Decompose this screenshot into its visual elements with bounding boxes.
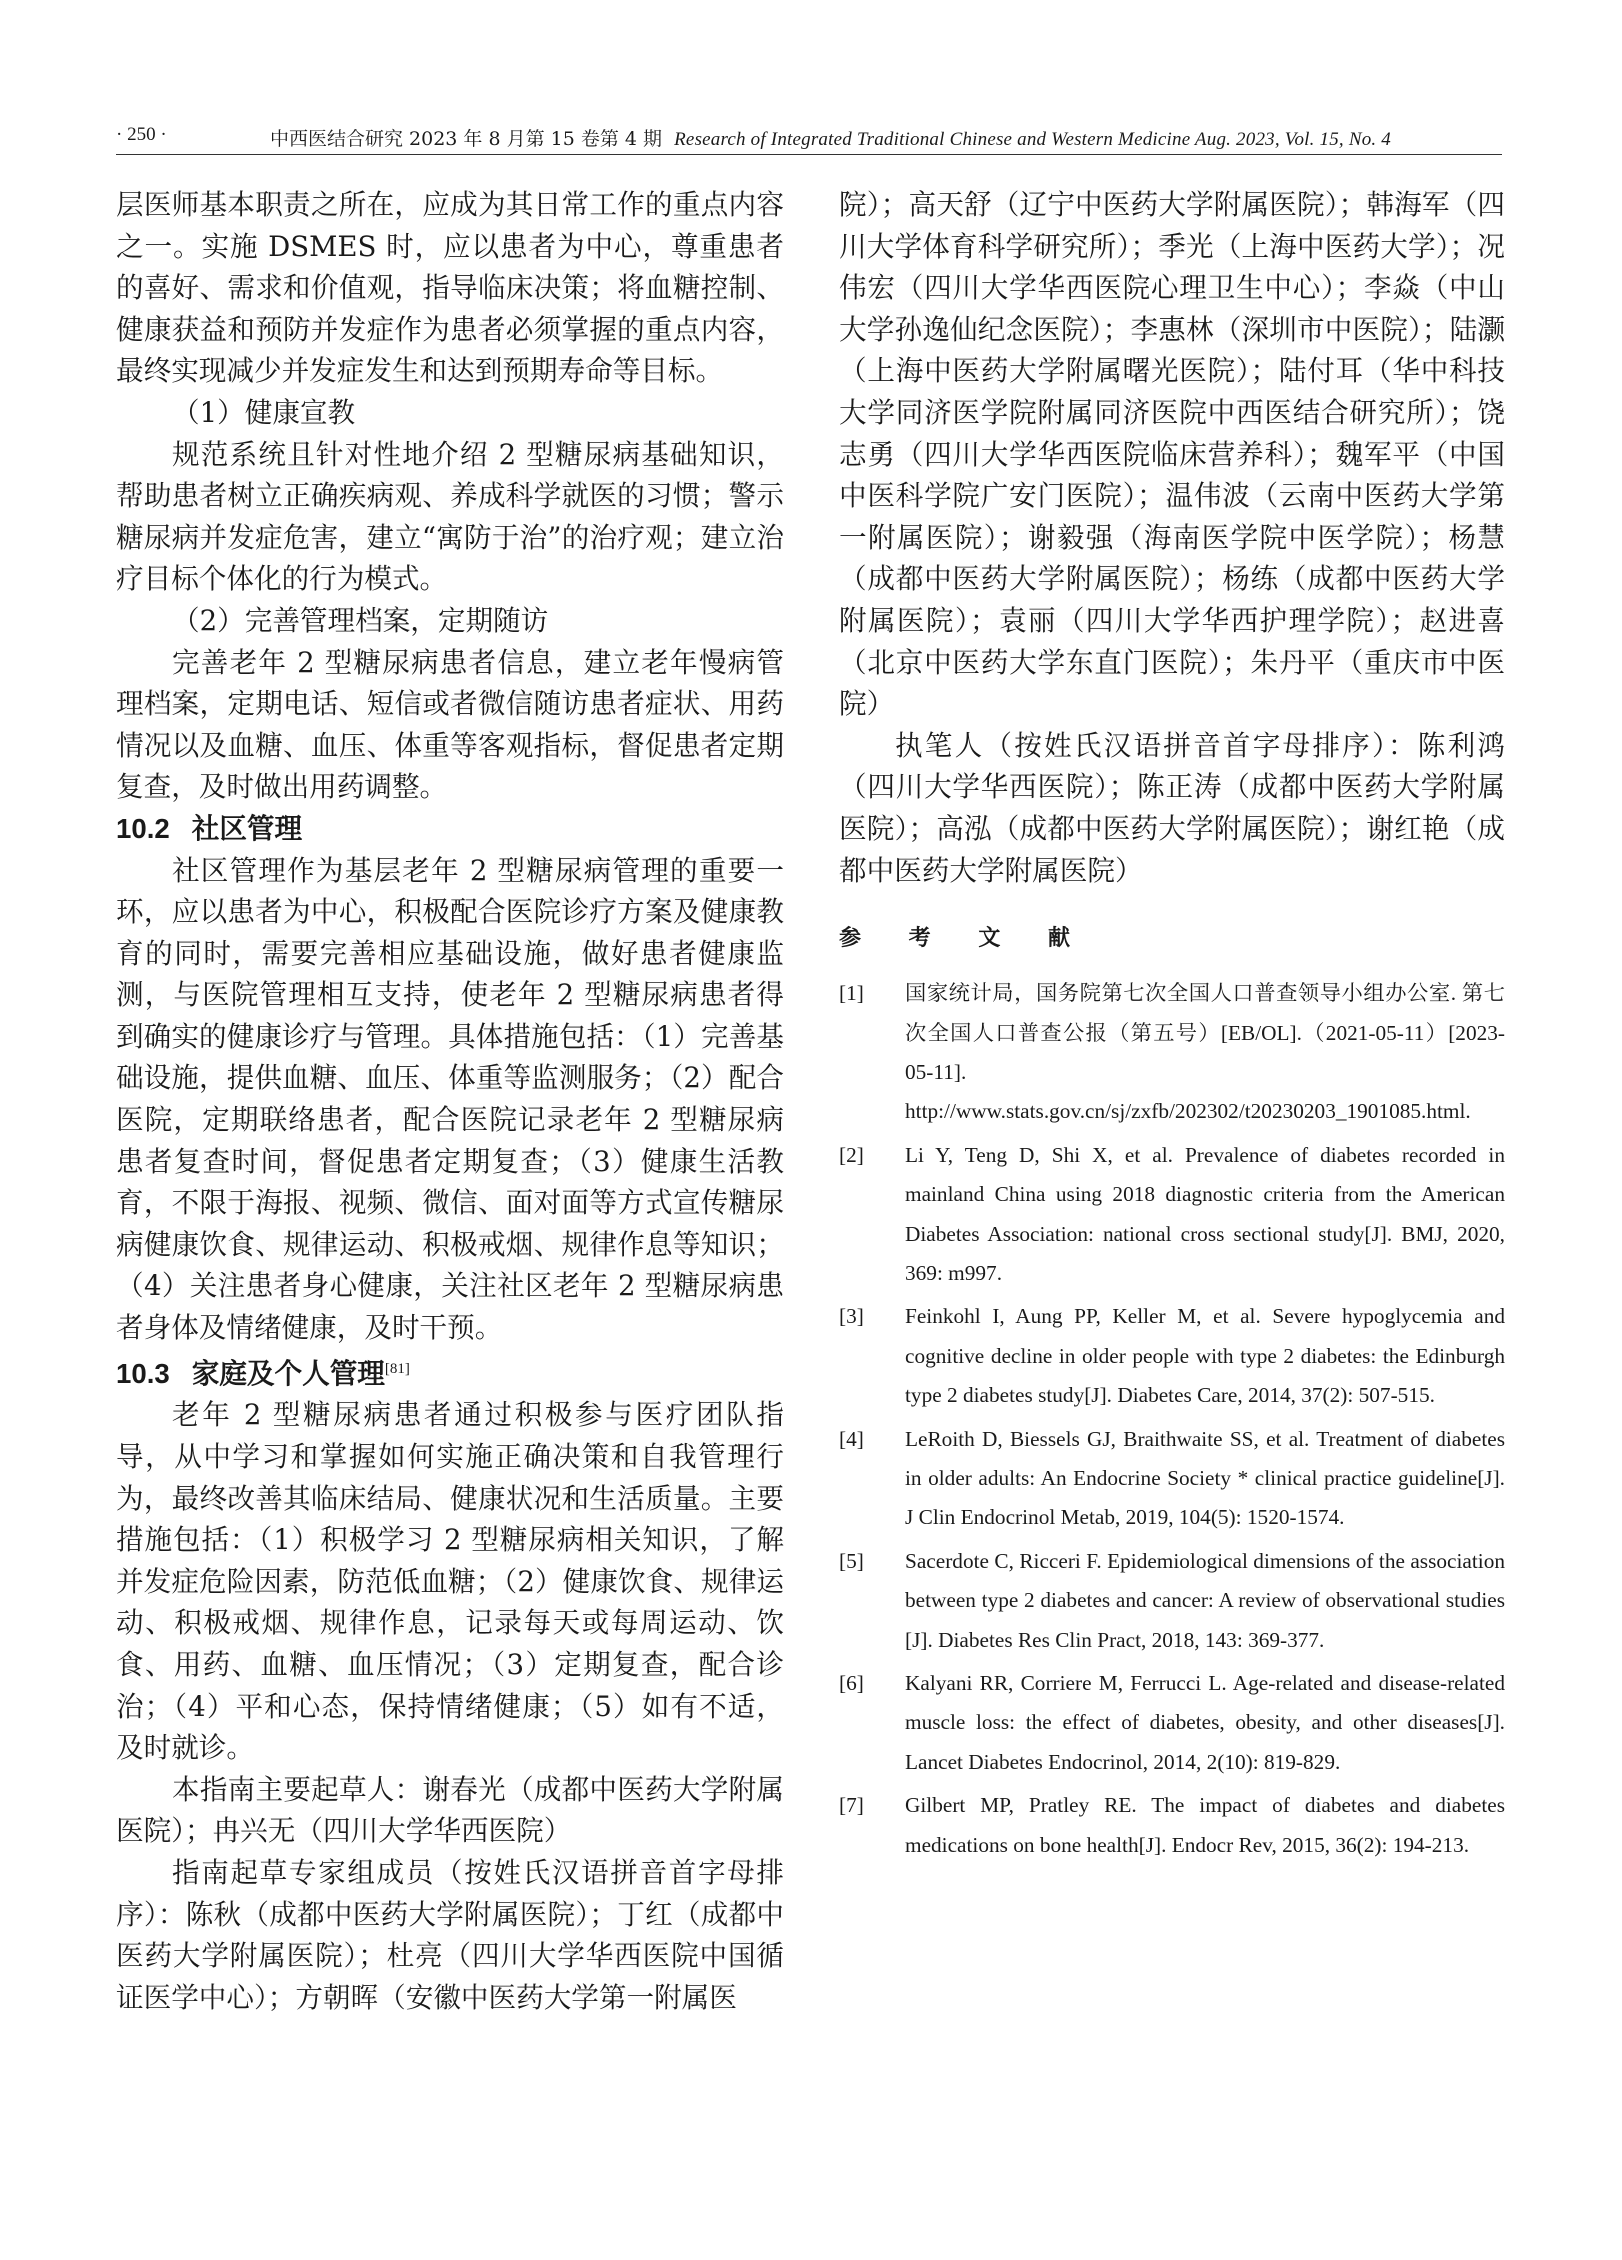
reference-item: [5] Sacerdote C, Ricceri F. Epidemiological dimensions of the association between type 2 diabetes and cancer: A review of observational studies [J]. Diabetes Res Clin Pract, 2018, 143: 369-377. <box>839 1548 1505 1652</box>
journal-title-en: Research of Integrated Traditional Chinese and Western Medicine Aug. 2023, Vol. 15, No. 4 <box>674 129 1391 150</box>
reference-list <box>839 974 1505 1865</box>
journal-title-cn: 中西医结合研究 2023 年 8 月第 15 卷第 4 期 <box>270 128 663 150</box>
reference-item: [7] Gilbert MP, Pratley RE. The impact of diabetes and diabetes medications on bone health[J]. Endocr Rev, 2015, 36(2): 194-213. <box>839 1793 1505 1857</box>
header-rule <box>116 154 1502 155</box>
writers-paragraph: 执笔人（按姓氏汉语拼音首字母排序）：陈利鸿（四川大学华西医院）；陈正涛（成都中医药大学附属医院）；高泓（成都中医药大学附属医院）；谢红艳（成都中医药大学附属医院） <box>839 728 1505 887</box>
paragraph: 老年 2 型糖尿病患者通过积极参与医疗团队指导，从中学习和掌握如何实施正确决策和自我管理行为，最终改善其临床结局、健康状况和生活质量。主要措施包括：（1）积极学习 2 型糖尿病相关知识，了解并发症危险因素，防范低血糖；（2）健康饮食、规律运动、积极戒烟、规律作息，记录每天或每周运动、饮食、用药、血糖、血压情况；（3）定期复查，配合诊治；（4）平和心态，保持情绪健康；（5）如有不适，及时就诊。 <box>116 1398 784 1765</box>
paragraph: 完善老年 2 型糖尿病患者信息，建立老年慢病管理档案，定期电话、短信或者微信随访患者症状、用药情况以及血糖、血压、体重等客观指标，督促患者定期复查，及时做出用药调整。 <box>116 645 784 804</box>
left-column <box>116 184 784 2018</box>
drafters-paragraph: 本指南主要起草人：谢春光（成都中医药大学附属医院）；冉兴无（四川大学华西医院） <box>116 1772 784 1848</box>
citation-superscript: [81] <box>384 1360 410 1377</box>
paragraph: 规范系统且针对性地介绍 2 型糖尿病基础知识，帮助患者树立正确疾病观、养成科学就医的习惯；警示糖尿病并发症危害，建立“寓防于治”的治疗观；建立治疗目标个体化的行为模式。 <box>116 437 784 596</box>
reference-item: [1] 国家统计局，国务院第七次全国人口普查领导小组办公室. 第七次全国人口普查公报（第五号）[EB/OL].（2021-05-11）[2023-05-11]. http://www.stats.gov.cn/sj/zxfb/202302/t20230203_1901085.html. <box>839 981 1505 1124</box>
reference-item: [2] Li Y, Teng D, Shi X, et al. Prevalence of diabetes recorded in mainland China using 2018 diagnostic criteria from the American Diabetes Association: national cross sectional study[J]. BMJ, 2020, 369: m997. <box>839 1142 1505 1285</box>
running-header <box>116 118 1502 154</box>
reference-item: [3] Feinkohl I, Aung PP, Keller M, et al. Severe hypoglycemia and cognitive decline in older people with type 2 diabetes: the Edinburgh type 2 diabetes study[J]. Diabetes Care, 2014, 37(2): 507-515. <box>839 1304 1505 1408</box>
section-heading-10-3: 10.3 家庭及个人管理[81] <box>116 1356 410 1390</box>
references-title: 参 考 文 献 <box>839 926 1090 952</box>
expert-group-paragraph: 指南起草专家组成员（按姓氏汉语拼音首字母排序）：陈秋（成都中医药大学附属医院）；丁红（成都中医药大学附属医院）；杜亮（四川大学华西医院中国循证医学中心）；方朝晖（安徽中医药大学第一附属医 <box>116 1855 784 2014</box>
section-heading-10-2: 10.2 社区管理 <box>116 811 303 845</box>
subheading: （2）完善管理档案，定期随访 <box>172 603 549 637</box>
reference-item: [4] LeRoith D, Biessels GJ, Braithwaite SS, et al. Treatment of diabetes in older adults: An Endocrine Society * clinical practice guideline[J]. J Clin Endocrinol Metab, 2019, 104(5): 1520-1574. <box>839 1426 1505 1530</box>
subheading: （1）健康宣教 <box>172 395 356 429</box>
page-number: · 250 · <box>116 124 167 145</box>
paragraph: 层医师基本职责之所在，应成为其日常工作的重点内容之一。实施 DSMES 时，应以患者为中心，尊重患者的喜好、需求和价值观，指导临床决策；将血糖控制、健康获益和预防并发症作为患者必须掌握的重点内容，最终实现减少并发症发生和达到预期寿命等目标。 <box>116 188 784 388</box>
journal-title <box>270 124 1391 151</box>
paragraph: 社区管理作为基层老年 2 型糖尿病管理的重要一环，应以患者为中心，积极配合医院诊疗方案及健康教育的同时，需要完善相应基础设施，做好患者健康监测，与医院管理相互支持，使老年 2 型糖尿病患者得到确实的健康诊疗与管理。具体措施包括：（1）完善基础设施，提供血糖、血压、体重等监测服务；（2）配合医院，定期联络患者，配合医院记录老年 2 型糖尿病患者复查时间，督促患者定期复查；（3）健康生活教育，不限于海报、视频、微信、面对面等方式宣传糖尿病健康饮食、规律运动、积极戒烟、规律作息等知识；（4）关注患者身心健康，关注社区老年 2 型糖尿病患者身体及情绪健康，及时干预。 <box>116 853 784 1345</box>
reference-item: [6] Kalyani RR, Corriere M, Ferrucci L. Age-related and disease-related muscle loss: the effect of diabetes, obesity, and other diseases[J]. Lancet Diabetes Endocrinol, 2014, 2(10): 819-829. <box>839 1671 1505 1774</box>
right-column <box>839 184 1505 1869</box>
expert-group-continued: 院）；高天舒（辽宁中医药大学附属医院）；韩海军（四川大学体育科学研究所）；季光（上海中医药大学）；况伟宏（四川大学华西医院心理卫生中心）；李焱（中山大学孙逸仙纪念医院）；李惠林（深圳市中医院）；陆灏（上海中医药大学附属曙光医院）；陆付耳（华中科技大学同济医学院附属同济医院中西医结合研究所）；饶志勇（四川大学华西医院临床营养科）；魏军平（中国中医科学院广安门医院）；温伟波（云南中医药大学第一附属医院）；谢毅强（海南医学院中医学院）；杨慧（成都中医药大学附属医院）；杨练（成都中医药大学附属医院）；袁丽（四川大学华西护理学院）；赵进喜（北京中医药大学东直门医院）；朱丹平（重庆市中医院） <box>839 188 1505 721</box>
